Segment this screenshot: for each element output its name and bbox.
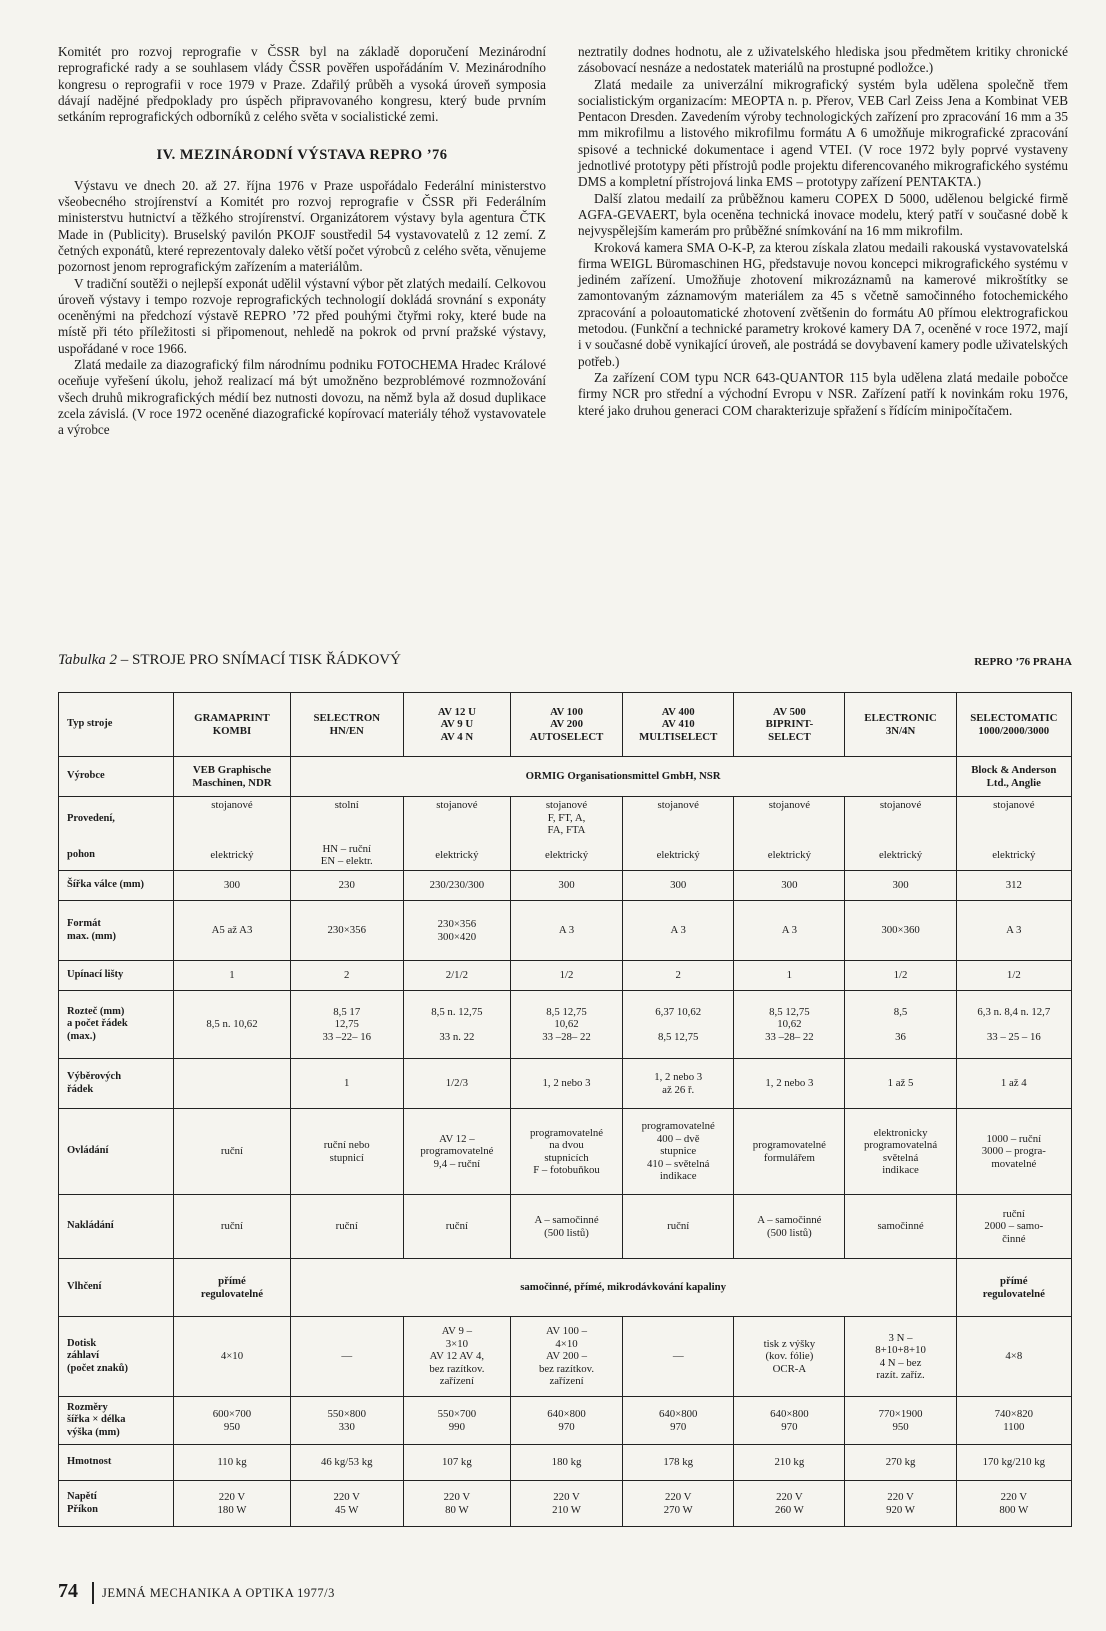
table-cell: elektrický bbox=[510, 841, 622, 871]
table-row-provedeni bbox=[59, 797, 1072, 841]
table-row bbox=[59, 1481, 1072, 1527]
table-cell: ruční bbox=[403, 1195, 510, 1259]
table-cell: 220 V 800 W bbox=[956, 1481, 1071, 1527]
table-cell: 8,5 n. 12,75 33 n. 22 bbox=[403, 991, 510, 1059]
table-cell: AV 100 – 4×10 AV 200 – bez razítkov. zařízení bbox=[510, 1317, 622, 1397]
table-cell: 6,3 n. 8,4 n. 12,7 33 – 25 – 16 bbox=[956, 991, 1071, 1059]
table-cell: přímé regulovatelné bbox=[174, 1259, 290, 1317]
table-cell: 770×1900 950 bbox=[845, 1397, 956, 1445]
table-row-vyrobce bbox=[59, 757, 1072, 797]
table-title: – STROJE PRO SNÍMACÍ TISK ŘÁDKOVÝ bbox=[120, 652, 401, 668]
paragraph: Výstavu ve dnech 20. až 27. října 1976 v Praze uspořádalo Federální ministerstvo všeobecného strojírenství a Komitét pro rozvoj reprografie v ČSSR při Federálním ministerstvu hutnictví a těžkého strojírenství. Organizátorem výstavy byla agentura ČTK Made in (Publicity). Bruselský pavilón PKOJF soustředil 54 vystavovatelů z 12 zemí. Z četných exponátů, které reprezentovaly daleko větší počet výrobců z celého světa, věnujeme pozornost jenom reprografickým zařízením a materiálům. bbox=[58, 177, 546, 275]
row-label: Rozteč (mm) a počet řádek (max.) bbox=[59, 991, 174, 1059]
row-label: Formát max. (mm) bbox=[59, 901, 174, 961]
table-header-cell: AV 400 AV 410 MULTISELECT bbox=[623, 693, 734, 757]
table-cell: 300×360 bbox=[845, 901, 956, 961]
table-cell: elektrický bbox=[845, 841, 956, 871]
table-cell: 2 bbox=[290, 961, 403, 991]
table-row bbox=[59, 991, 1072, 1059]
table-cell: 220 V 270 W bbox=[623, 1481, 734, 1527]
table-cell: A5 až A3 bbox=[174, 901, 290, 961]
row-label: Hmotnost bbox=[59, 1445, 174, 1481]
table-cell: elektrický bbox=[623, 841, 734, 871]
table-cell: stojanové bbox=[174, 797, 290, 841]
table-cell: 8,5 12,75 10,62 33 –28– 22 bbox=[510, 991, 622, 1059]
table-cell: stojanové bbox=[623, 797, 734, 841]
table-cell: 1 až 4 bbox=[956, 1059, 1071, 1109]
table-cell: 1000 – ruční 3000 – progra- movatelné bbox=[956, 1109, 1071, 1195]
table-cell: stojanové bbox=[734, 797, 845, 841]
table-row bbox=[59, 1109, 1072, 1195]
table-cell: A 3 bbox=[734, 901, 845, 961]
table-cell: 640×800 970 bbox=[734, 1397, 845, 1445]
table-cell: 230/230/300 bbox=[403, 871, 510, 901]
table-cell: 8,5 12,75 10,62 33 –28– 22 bbox=[734, 991, 845, 1059]
table-cell: 640×800 970 bbox=[510, 1397, 622, 1445]
table-cell: A 3 bbox=[623, 901, 734, 961]
row-label: Rozměry šířka × délka výška (mm) bbox=[59, 1397, 174, 1445]
table-cell: AV 9 – 3×10 AV 12 AV 4, bez razítkov. zařízení bbox=[403, 1317, 510, 1397]
row-label: Výběrových řádek bbox=[59, 1059, 174, 1109]
table-cell: 220 V 45 W bbox=[290, 1481, 403, 1527]
table-row bbox=[59, 1317, 1072, 1397]
table-cell: 1 bbox=[174, 961, 290, 991]
table-cell: 1 bbox=[290, 1059, 403, 1109]
row-label: Provedení, bbox=[59, 797, 174, 841]
table-caption-title bbox=[58, 652, 401, 669]
table-cell: 4×10 bbox=[174, 1317, 290, 1397]
table-row bbox=[59, 1059, 1072, 1109]
table-cell: 300 bbox=[734, 871, 845, 901]
table-cell: 210 kg bbox=[734, 1445, 845, 1481]
table-cell: — bbox=[290, 1317, 403, 1397]
table-row bbox=[59, 901, 1072, 961]
table-cell: programovatelné formulářem bbox=[734, 1109, 845, 1195]
table-cell bbox=[174, 1059, 290, 1109]
page-number: 74 bbox=[58, 1580, 78, 1602]
table-cell: 220 V 260 W bbox=[734, 1481, 845, 1527]
table-header-cell: SELECTRON HN/EN bbox=[290, 693, 403, 757]
table-cell: 230×356 bbox=[290, 901, 403, 961]
table-cell: 46 kg/53 kg bbox=[290, 1445, 403, 1481]
table-cell: stolní bbox=[290, 797, 403, 841]
table-row-vlhceni bbox=[59, 1259, 1072, 1317]
table-cell: 107 kg bbox=[403, 1445, 510, 1481]
table-row bbox=[59, 1397, 1072, 1445]
table-cell: 550×800 330 bbox=[290, 1397, 403, 1445]
table-cell: 270 kg bbox=[845, 1445, 956, 1481]
table-cell: programovatelné 400 – dvě stupnice 410 – světelná indikace bbox=[623, 1109, 734, 1195]
table-cell: 1 bbox=[734, 961, 845, 991]
table-cell: 180 kg bbox=[510, 1445, 622, 1481]
table-cell: A 3 bbox=[956, 901, 1071, 961]
paragraph: Zlatá medaile za univerzální mikrografický systém byla udělena společně třem socialistickým organizacím: MEOPTA n. p. Přerov, VEB Carl Zeiss Jena a Kombinat VEB Pentacon Dresden. Zavedením výroby technologických zařízení pro zpracování 16 mm a 35 mm mikrofilmu a listového mikrofilmu formátu A 6 umožňuje mikrografické zpracování spisové a technické dokumentace i agend VTEI. (V roce 1972 byly poprvé vystaveny jednotlivé prototypy pěti přístrojů podle projektu diferencovaného mikrografického systému DMS a kompletní přístrojová linka EMS – prototypy zařízení PENTAKTA.) bbox=[578, 76, 1068, 190]
table-cell: 640×800 970 bbox=[623, 1397, 734, 1445]
table-cell: 300 bbox=[174, 871, 290, 901]
journal-name: JEMNÁ MECHANIKA A OPTIKA 1977/3 bbox=[102, 1586, 335, 1600]
table-cell: 6,37 10,62 8,5 12,75 bbox=[623, 991, 734, 1059]
table-header-cell: AV 12 U AV 9 U AV 4 N bbox=[403, 693, 510, 757]
paragraph: Za zařízení COM typu NCR 643-QUANTOR 115 byla udělena zlatá medaile pobočce firmy NCR pro střední a východní Evropu v NSR. Zařízení patří k novinkám roku 1976, které jako druhou generaci COM charakterizuje spřažení s řídícím minipočítačem. bbox=[578, 369, 1068, 418]
table-cell: programovatelné na dvou stupnicích F – fotobuňkou bbox=[510, 1109, 622, 1195]
table-cell: A 3 bbox=[510, 901, 622, 961]
table-row bbox=[59, 1195, 1072, 1259]
table-cell: 230×356 300×420 bbox=[403, 901, 510, 961]
row-label: Upínací lišty bbox=[59, 961, 174, 991]
table-cell: 8,5 36 bbox=[845, 991, 956, 1059]
table-cell: 740×820 1100 bbox=[956, 1397, 1071, 1445]
table-cell: ORMIG Organisationsmittel GmbH, NSR bbox=[290, 757, 956, 797]
table-cell: ruční bbox=[290, 1195, 403, 1259]
right-text-column bbox=[578, 44, 1068, 419]
table-cell: 1, 2 nebo 3 až 26 ř. bbox=[623, 1059, 734, 1109]
row-label: Vlhčení bbox=[59, 1259, 174, 1317]
table-cell: ruční 2000 – samo- činné bbox=[956, 1195, 1071, 1259]
paragraph: Komitét pro rozvoj reprografie v ČSSR byl na základě doporučení Mezinárodní reprografické rady a se souhlasem vlády ČSSR pověřen uspořádáním V. Mezinárodního kongresu o reprografii v roce 1979 v Praze. Zdařilý průběh a vysoká úroveň symposia dávají nadějné předpoklady pro úspěch připravovaného kongresu, který bude prvním setkáním reprografických odborníků z celého světa v socialistické zemi. bbox=[58, 44, 546, 125]
row-label: Dotisk záhlaví (počet znaků) bbox=[59, 1317, 174, 1397]
row-label: pohon bbox=[59, 841, 174, 871]
table-cell: stojanové bbox=[956, 797, 1071, 841]
machine-spec-table bbox=[58, 692, 1072, 1527]
table-cell: 1/2 bbox=[510, 961, 622, 991]
table-cell: přímé regulovatelné bbox=[956, 1259, 1071, 1317]
table-row bbox=[59, 871, 1072, 901]
table-cell: elektronicky programovatelná světelná indikace bbox=[845, 1109, 956, 1195]
table-cell: elektrický bbox=[403, 841, 510, 871]
table-header-cell: AV 100 AV 200 AUTOSELECT bbox=[510, 693, 622, 757]
table-header-cell: AV 500 BIPRINT- SELECT bbox=[734, 693, 845, 757]
table-cell: 550×700 990 bbox=[403, 1397, 510, 1445]
table-cell: 300 bbox=[845, 871, 956, 901]
table-cell: 3 N – 8+10+8+10 4 N – bez razít. zaříz. bbox=[845, 1317, 956, 1397]
table-header-cell: ELECTRONIC 3N/4N bbox=[845, 693, 956, 757]
table-header-cell: Typ stroje bbox=[59, 693, 174, 757]
table-cell: 220 V 80 W bbox=[403, 1481, 510, 1527]
left-text-column bbox=[58, 44, 546, 439]
table-source: REPRO ’76 PRAHA bbox=[974, 656, 1072, 668]
table-header-cell: GRAMAPRINT KOMBI bbox=[174, 693, 290, 757]
table-cell: A – samočinné (500 listů) bbox=[510, 1195, 622, 1259]
paragraph: neztratily dodnes hodnotu, ale z uživatelského hlediska jsou předmětem kritiky chronické zásobovací nesnáze a nedostatek materiálů na prostupné podložce.) bbox=[578, 44, 1068, 76]
page-footer bbox=[58, 1580, 658, 1608]
table-cell: stojanové bbox=[403, 797, 510, 841]
table-row bbox=[59, 961, 1072, 991]
table-cell: VEB Graphische Maschinen, NDR bbox=[174, 757, 290, 797]
section-heading: IV. MEZINÁRODNÍ VÝSTAVA REPRO ’76 bbox=[156, 147, 448, 164]
table-cell: 170 kg/210 kg bbox=[956, 1445, 1071, 1481]
table-cell: elektrický bbox=[956, 841, 1071, 871]
paragraph: Další zlatou medailí za průběžnou kameru COPEX D 5000, udělenou belgické firmě AGFA-GEVAERT, byla oceněna technická inovace modelu, který patří v současné době k nejvyspělejším kamerám pro průběžné snímkování na 16 mm mikrofilm. bbox=[578, 190, 1068, 239]
table-caption bbox=[58, 652, 1072, 672]
row-label: Výrobce bbox=[59, 757, 174, 797]
row-label: Šířka válce (mm) bbox=[59, 871, 174, 901]
table-cell: 1, 2 nebo 3 bbox=[510, 1059, 622, 1109]
table-cell: 2/1/2 bbox=[403, 961, 510, 991]
table-cell: 2 bbox=[623, 961, 734, 991]
paragraph: Kroková kamera SMA O-K-P, za kterou získala zlatou medaili rakouská vystavovatelská firma WEIGL Büromaschinen HG, představuje novou koncepci mikrografického systému v jediném zařízení. Umožňuje zhotovení mikrozáznamů na kamerové mikroštítky se zamontovaným záznamovým materiálem za 45 s včetně samočinného fotochemického zpracování a poloautomatické zhotovení zvětšenin do formátu A0 přímou elektrografickou metodou. (Funkční a technické parametry krokové kamery DA 7, oceněné v roce 1972, mají i v současné době vynikající úroveň, ale postrádá se dovybavení kamery podle uživatelských potřeb.) bbox=[578, 239, 1068, 369]
table-cell: 300 bbox=[510, 871, 622, 901]
table-cell: 300 bbox=[623, 871, 734, 901]
table-cell: 1 až 5 bbox=[845, 1059, 956, 1109]
table-cell: samočinné, přímé, mikrodávkování kapaliny bbox=[290, 1259, 956, 1317]
table-cell: 312 bbox=[956, 871, 1071, 901]
table-cell: samočinné bbox=[845, 1195, 956, 1259]
table-cell: 600×700 950 bbox=[174, 1397, 290, 1445]
table-cell: 220 V 920 W bbox=[845, 1481, 956, 1527]
table-cell: ruční nebo stupnicí bbox=[290, 1109, 403, 1195]
row-label: Napětí Příkon bbox=[59, 1481, 174, 1527]
table-cell: HN – ruční EN – elektr. bbox=[290, 841, 403, 871]
table-cell: Block & Anderson Ltd., Anglie bbox=[956, 757, 1071, 797]
paragraph: Zlatá medaile za diazografický film národnímu podniku FOTOCHEMA Hradec Králové oceňuje vyřešení úkolu, jehož realizací má být umožněno bezproblémové rozmnožování všech druhů mikrografických médií bez nutnosti dovozu, na němž byla až dosud duplikace zcela závislá. (V roce 1972 oceněné diazografické kopírovací materiály téhož vystavovatele a výrobce bbox=[58, 357, 546, 438]
table-cell: stojanové bbox=[845, 797, 956, 841]
table-cell: 110 kg bbox=[174, 1445, 290, 1481]
table-header-cell: SELECTOMATIC 1000/2000/3000 bbox=[956, 693, 1071, 757]
table-cell: 1/2/3 bbox=[403, 1059, 510, 1109]
table-cell: elektrický bbox=[734, 841, 845, 871]
table-cell: 220 V 210 W bbox=[510, 1481, 622, 1527]
table-cell: tisk z výšky (kov. fólie) OCR-A bbox=[734, 1317, 845, 1397]
table-label: Tabulka 2 bbox=[58, 652, 118, 668]
footer-divider bbox=[92, 1582, 94, 1604]
table-cell: ruční bbox=[623, 1195, 734, 1259]
table-cell: 8,5 17 12,75 33 –22– 16 bbox=[290, 991, 403, 1059]
table-cell: 220 V 180 W bbox=[174, 1481, 290, 1527]
table-cell: — bbox=[623, 1317, 734, 1397]
table-cell: ruční bbox=[174, 1109, 290, 1195]
table-header-row bbox=[59, 693, 1072, 757]
table-cell: 1, 2 nebo 3 bbox=[734, 1059, 845, 1109]
table-cell: 1/2 bbox=[845, 961, 956, 991]
table-cell: 230 bbox=[290, 871, 403, 901]
table-cell: elektrický bbox=[174, 841, 290, 871]
table-row bbox=[59, 1445, 1072, 1481]
table-cell: stojanové F, FT, A, FA, FTA bbox=[510, 797, 622, 841]
table-cell: 1/2 bbox=[956, 961, 1071, 991]
table-cell: 8,5 n. 10,62 bbox=[174, 991, 290, 1059]
table-cell: 4×8 bbox=[956, 1317, 1071, 1397]
paragraph: V tradiční soutěži o nejlepší exponát udělil výstavní výbor pět zlatých medailí. Celkovou úroveň výstavy i tempo rozvoje reprografických technologií dokládá srovnání s exponáty oceněnými na předchozí výstavě REPRO ’72 před pouhými čtyřmi roky, které bude na místě při této příležitosti si připomenout, nehledě na pokrok od první pražské výstavy, uspořádané v roce 1966. bbox=[58, 275, 546, 356]
row-label: Nakládání bbox=[59, 1195, 174, 1259]
table-cell: A – samočinné (500 listů) bbox=[734, 1195, 845, 1259]
row-label: Ovládání bbox=[59, 1109, 174, 1195]
table-cell: 178 kg bbox=[623, 1445, 734, 1481]
table-row-pohon bbox=[59, 841, 1072, 871]
table-cell: AV 12 – programovatelné 9,4 – ruční bbox=[403, 1109, 510, 1195]
table-cell: ruční bbox=[174, 1195, 290, 1259]
